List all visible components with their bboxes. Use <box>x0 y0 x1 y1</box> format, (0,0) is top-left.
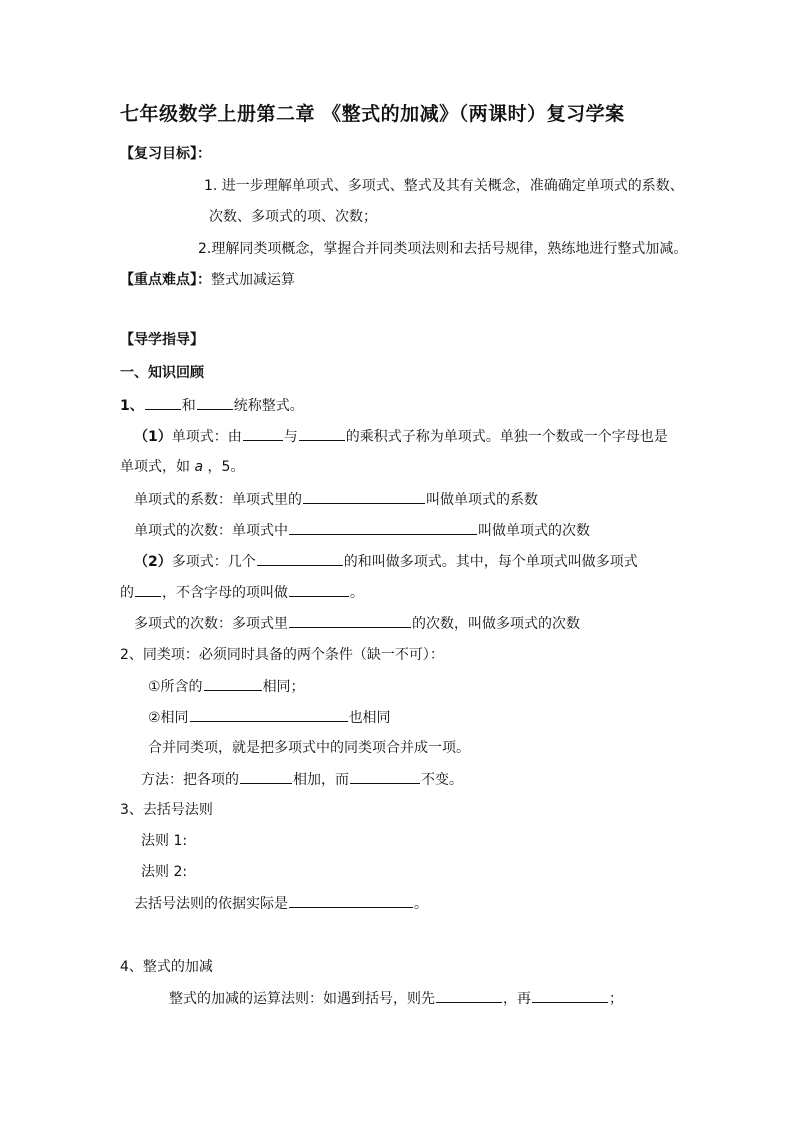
monomial-definition <box>134 426 668 447</box>
polynomial-degree <box>134 613 580 634</box>
q4-text-b: ，再 <box>503 991 531 1007</box>
fill-blank[interactable] <box>532 988 608 1003</box>
coef-text-b: 叫做单项式的系数 <box>426 492 538 508</box>
p1-text-c: 的乘积式子称为单项式。单独一个数或一个字母也是 <box>345 429 668 445</box>
key-colon: ： <box>197 272 211 288</box>
fill-blank[interactable] <box>303 489 425 504</box>
q3-rule-2: 法则 2: <box>141 864 188 880</box>
q2-merge-definition: 合并同类项，就是把多项式中的同类项合并成一项。 <box>148 740 470 756</box>
key-text: 整式加减运算 <box>211 272 295 288</box>
q1-number: 1、 <box>120 398 144 414</box>
fill-blank[interactable] <box>289 520 477 535</box>
coef-text-a: 单项式的系数：单项式里的 <box>134 492 302 508</box>
goals-colon: ： <box>197 146 211 162</box>
q4-heading: 4、整式的加减 <box>120 959 213 975</box>
q4-rule <box>169 988 623 1009</box>
p1-text-b: 与 <box>283 429 298 445</box>
q4-text-a: 整式的加减的运算法则：如遇到括号，则先 <box>169 991 435 1007</box>
fill-blank[interactable] <box>204 676 262 691</box>
q1-and: 和 <box>181 398 196 414</box>
basis-text-a: 去括号法则的依据实际是 <box>134 896 288 912</box>
method-text-b: 相加，而 <box>293 772 349 788</box>
method-text-a: 方法：把各项的 <box>141 772 239 788</box>
p1-label: （1） <box>134 429 172 445</box>
monomial-example <box>120 457 244 477</box>
fill-blank[interactable] <box>257 551 343 566</box>
fill-blank[interactable] <box>240 769 292 784</box>
q1-line <box>120 395 304 416</box>
p2-text-d: ，不含字母的项叫做 <box>162 585 288 601</box>
variable-a: a <box>194 459 204 475</box>
fill-blank[interactable] <box>436 988 502 1003</box>
q2-method <box>141 769 463 790</box>
fill-blank[interactable] <box>190 707 348 722</box>
p2-label: （2） <box>134 554 172 570</box>
pdeg-text-a: 多项式的次数：多项式里 <box>134 616 288 632</box>
q2-condition-2 <box>148 707 391 728</box>
basis-text-b: 。 <box>414 896 428 912</box>
monomial-coefficient <box>134 489 538 510</box>
fill-blank[interactable] <box>243 426 283 441</box>
p2-text-c: 的 <box>120 585 134 601</box>
goal-item-1-cont: 次数、多项式的项、次数； <box>209 209 377 225</box>
q3-heading: 3、去括号法则 <box>120 802 213 818</box>
fill-blank[interactable] <box>299 426 345 441</box>
p1-text-a: 单项式：由 <box>171 429 242 445</box>
key-label: 【重点难点】 <box>120 272 197 288</box>
p2-text-e: 。 <box>350 585 364 601</box>
goals-label: 【复习目标】 <box>120 146 197 162</box>
q2-heading: 2、同类项：必须同时具备的两个条件（缺一不可）： <box>120 647 444 663</box>
fill-blank[interactable] <box>135 582 161 597</box>
goal-item-1: 1. 进一步理解单项式、多项式、整式及其有关概念，准确确定单项式的系数、 <box>204 178 684 194</box>
q3-rule-1: 法则 1: <box>141 833 188 849</box>
fill-blank[interactable] <box>289 582 349 597</box>
polynomial-definition <box>134 551 638 572</box>
pdeg-text-b: 的次数，叫做多项式的次数 <box>412 616 580 632</box>
monomial-degree <box>134 520 590 541</box>
q1-tail: 统称整式。 <box>233 398 304 414</box>
fill-blank[interactable] <box>197 395 233 410</box>
page-title: 七年级数学上册第二章 《整式的加减》（两课时）复习学案 <box>120 103 625 125</box>
p2-text-b: 的和叫做多项式。其中，每个单项式叫做多项式 <box>343 554 638 570</box>
p1-text-d: 单项式，如 <box>120 459 190 475</box>
fill-blank[interactable] <box>289 893 413 908</box>
c1-text-a: ①所含的 <box>148 679 203 695</box>
fill-blank[interactable] <box>289 613 411 628</box>
q2-condition-1 <box>148 676 305 697</box>
fill-blank[interactable] <box>145 395 181 410</box>
c2-text-b: 也相同 <box>348 710 391 726</box>
method-text-c: 不变。 <box>421 772 463 788</box>
q3-basis <box>134 893 428 914</box>
fill-blank[interactable] <box>350 769 420 784</box>
polynomial-terms <box>120 582 364 603</box>
guide-heading: 【导学指导】 <box>120 332 204 348</box>
goals-heading <box>120 144 211 164</box>
c2-text-a: ②相同 <box>148 710 189 726</box>
q4-text-c: ； <box>609 991 623 1007</box>
deg-text-b: 叫做单项式的次数 <box>478 523 590 539</box>
c1-text-b: 相同； <box>262 679 305 695</box>
p1-text-e: ，5。 <box>207 459 245 475</box>
deg-text-a: 单项式的次数：单项式中 <box>134 523 288 539</box>
p2-text-a: 多项式：几个 <box>171 554 256 570</box>
section-1-heading: 一、知识回顾 <box>120 365 204 381</box>
key-points <box>120 270 295 290</box>
goal-item-2: 2.理解同类项概念，掌握合并同类项法则和去括号规律，熟练地进行整式加减。 <box>198 241 688 257</box>
